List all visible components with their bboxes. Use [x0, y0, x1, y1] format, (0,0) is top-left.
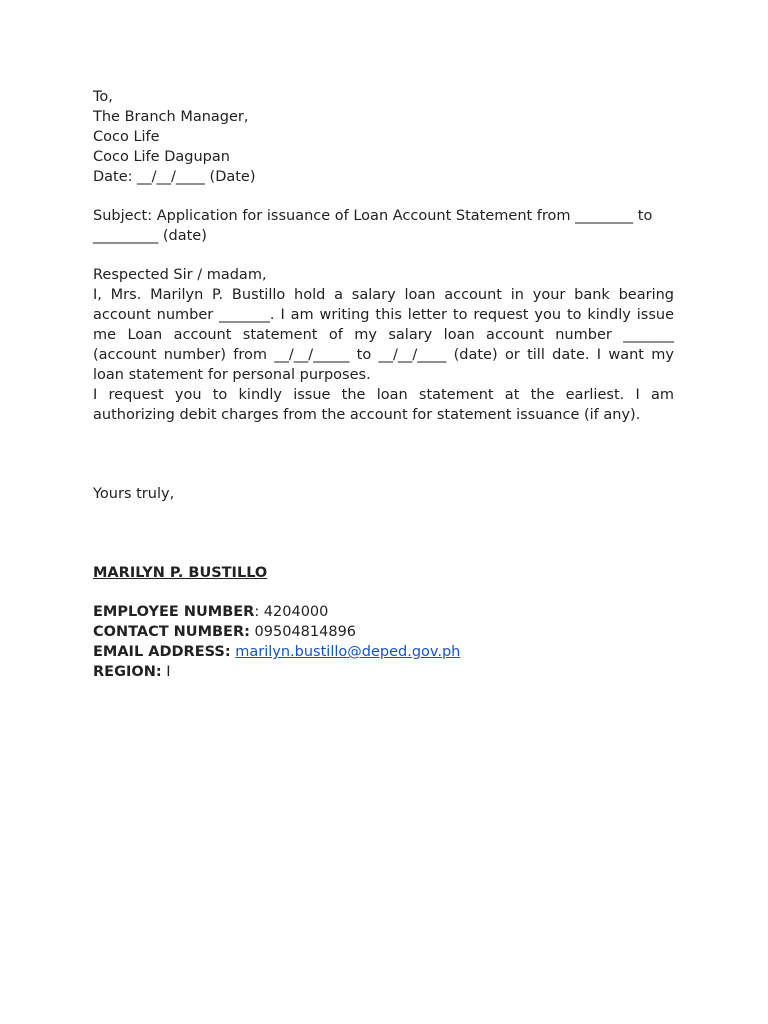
- letter-page: [93, 87, 674, 682]
- letter-subject: Subject: Application for issuance of Loan Account Statement from ________ to _________ (date): [93, 208, 653, 244]
- employee-number-value: : 4204000: [254, 604, 329, 620]
- employee-number-row: [93, 602, 674, 622]
- contact-number-label: CONTACT NUMBER:: [93, 624, 250, 640]
- body-paragraph-2: I request you to kindly issue the loan statement at the earliest. I am authorizing debit charges from the account for statement issuance (if any).: [93, 387, 674, 423]
- address-branch: Coco Life Dagupan: [93, 149, 230, 165]
- body-paragraph-1: I, Mrs. Marilyn P. Bustillo hold a salary loan account in your bank bearing account number _______. I am writing this letter to request you to kindly issue me Loan account statement of my salary loan account number _______ (account number) from __/__/_____ to __/__/____ (date) or till date. I want my loan statement for personal purposes.: [93, 287, 674, 383]
- region-value: I: [161, 664, 171, 680]
- salutation: Respected Sir / madam,: [93, 267, 267, 283]
- region-label: REGION:: [93, 664, 162, 680]
- contact-number-value: 09504814896: [249, 624, 357, 640]
- address-to: To,: [93, 89, 113, 105]
- closing: Yours truly,: [93, 486, 175, 502]
- address-company: Coco Life: [93, 129, 160, 145]
- contact-number-row: [93, 622, 674, 642]
- email-address-row: [93, 642, 674, 662]
- email-address-label: EMAIL ADDRESS:: [93, 644, 231, 660]
- employee-number-label: EMPLOYEE NUMBER: [93, 604, 255, 620]
- address-date: Date: __/__/____ (Date): [93, 169, 256, 185]
- region-row: [93, 662, 674, 682]
- signature-name: MARILYN P. BUSTILLO: [93, 565, 268, 581]
- email-address-link[interactable]: marilyn.bustillo@deped.gov.ph: [235, 644, 461, 660]
- address-recipient: The Branch Manager,: [93, 109, 249, 125]
